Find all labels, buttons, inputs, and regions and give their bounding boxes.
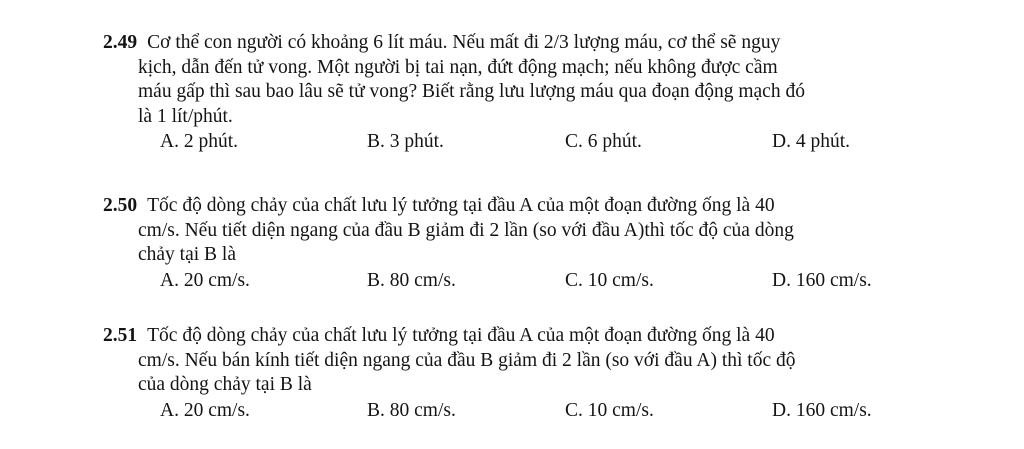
question-stem — [103, 324, 983, 398]
option-a: A. 20 cm/s. — [160, 269, 250, 291]
option-c: C. 10 cm/s. — [565, 269, 654, 291]
stem-line: cm/s. Nếu bán kính tiết diện ngang của đầu B giảm đi 2 lần (so với đầu A) thì tốc độ — [138, 349, 796, 371]
option-c: C. 6 phút. — [565, 131, 642, 152]
question-2-50 — [103, 194, 983, 293]
option-d: D. 160 cm/s. — [772, 269, 872, 291]
stem-text: Tốc độ dòng chảy của chất lưu lý tưởng tại đầu A của một đoạn đường ống là 40 — [147, 195, 775, 216]
question-stem — [103, 31, 983, 129]
question-number: 2.50 — [103, 195, 138, 216]
stem-text: Tốc độ dòng chảy của chất lưu lý tưởng tại đầu A của một đoạn đường ống là 40 — [147, 325, 775, 346]
option-b: B. 80 cm/s. — [367, 399, 456, 421]
question-2-51 — [103, 324, 983, 423]
option-b: B. 80 cm/s. — [367, 269, 456, 291]
option-a: A. 20 cm/s. — [160, 399, 250, 421]
stem-line: là 1 lít/phút. — [138, 105, 233, 127]
stem-line: kịch, dẫn đến tử vong. Một người bị tai nạn, đứt động mạch; nếu không được cầm — [138, 56, 778, 78]
option-d: D. 160 cm/s. — [772, 399, 872, 421]
question-2-49 — [103, 31, 983, 155]
stem-line: cm/s. Nếu tiết diện ngang của đầu B giảm đi 2 lần (so với đầu A)thì tốc độ của dòng — [138, 219, 794, 241]
answer-options — [103, 130, 983, 155]
stem-line: chảy tại B là — [138, 244, 237, 265]
option-c: C. 10 cm/s. — [565, 399, 654, 421]
answer-options — [103, 269, 983, 294]
option-a: A. 2 phút. — [160, 131, 238, 152]
question-stem — [103, 194, 983, 268]
question-number: 2.51 — [103, 325, 138, 346]
stem-text: Cơ thể con người có khoảng 6 lít máu. Nếu mất đi 2/3 lượng máu, cơ thể sẽ nguy — [147, 32, 781, 53]
stem-line — [103, 31, 983, 56]
stem-line: máu gấp thì sau bao lâu sẽ tử vong? Biết rằng lưu lượng máu qua đoạn động mạch đó — [138, 81, 805, 102]
question-number: 2.49 — [103, 32, 138, 53]
option-d: D. 4 phút. — [772, 131, 850, 152]
stem-line — [103, 324, 983, 349]
option-b: B. 3 phút. — [367, 131, 444, 152]
answer-options — [103, 399, 983, 424]
stem-line: của dòng chảy tại B là — [138, 374, 312, 395]
stem-line — [103, 194, 983, 219]
